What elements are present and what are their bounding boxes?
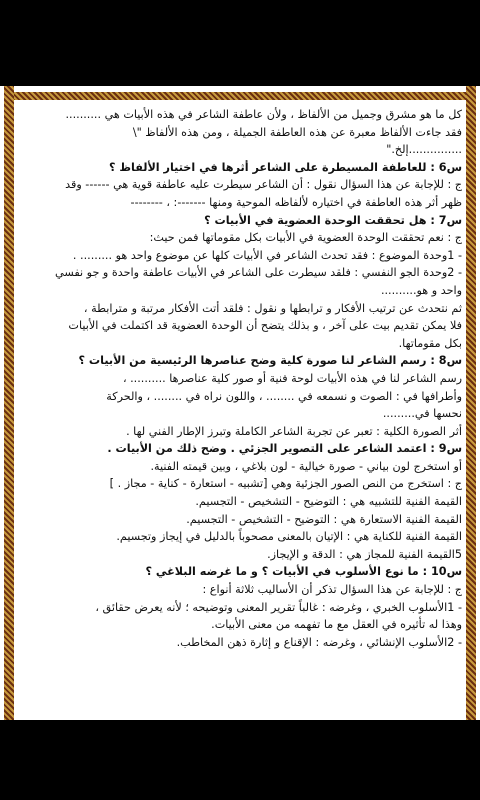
text-line: رسم الشاعر لنا في هذه الأبيات لوحة فنية أو صور كلية عناصرها .......... ، xyxy=(122,371,462,385)
text-line: فقد جاءت الألفاظ معبرة عن هذه العاطفة الجميلة ، ومن هذه الألفاظ "\ xyxy=(132,125,462,139)
question-line: س8 : رسم الشاعر لنا صورة كلية وضح عناصرها الرئيسية من الأبيات ؟ xyxy=(78,354,462,368)
text-line: - 2وحدة الجو النفسي : فلقد سيطرت على الشاعر في الأبيات عاطفة واحدة و جو نفسي xyxy=(55,266,462,280)
question-line: س7 : هل تحققت الوحدة العضوية في الأبيات ؟ xyxy=(204,213,462,227)
text-line: القيمة الفنية للكناية هي : الإتيان بالمعنى مصحوباً بالدليل في إيجاز وتجسيم. xyxy=(116,530,462,544)
text-line: كل ما هو مشرق وجميل من الألفاظ ، ولأن عاطفة الشاعر في هذه الأبيات هي .......... xyxy=(65,108,462,121)
question-line: س6 : للعاطفة المسيطرة على الشاعر أثرها في اختيار الألفاظ ؟ xyxy=(108,160,462,174)
text-line: أو استخرج لون بياني - صورة خيالية - لون بلاغي ، وبين قيمته الفنية. xyxy=(150,459,462,473)
text-line: ج : استخرج من النص الصور الجزئية وهي [تشبيه - استعارة - كناية - مجاز . ] xyxy=(109,477,462,491)
text-line: واحد و هو.......... xyxy=(380,283,462,297)
text-line: - 2الأسلوب الإنشائي ، وغرضه : الإقناع و إثارة ذهن المخاطب. xyxy=(176,635,462,649)
text-line: أثر الصورة الكلية : تعبر عن تجربة الشاعر الكاملة وتبرز الإطار الفني لها . xyxy=(126,424,462,438)
text-line: وأطرافها في : الصوت و نسمعه في ........ ، واللون نراه في ........ ، والحركة xyxy=(106,389,462,403)
text-line: ظهر أثر هذه العاطفة في اختياره لألفاظه الموحية ومنها -------: ، -------- xyxy=(130,195,462,209)
text-line: - 1وحدة الموضوع : فقد تحدث الشاعر في الأبيات كلها عن موضوع واحد هو ......... . xyxy=(72,248,462,262)
text-line: وهذا له تأثيره في العقل مع ما تفهمه من معنى الأبيات. xyxy=(211,618,462,632)
question-line: س10 : ما نوع الأسلوب في الأبيات ؟ و ما غرضه البلاغي ؟ xyxy=(145,565,462,579)
decorative-border-right xyxy=(466,86,476,720)
document-page xyxy=(0,86,480,720)
text-line: بكل مقوماتها. xyxy=(398,336,462,350)
text-line: ...............إلخ." xyxy=(386,143,462,157)
text-line: 5القيمة الفنية للمجاز هي : الدقة و الإيجاز. xyxy=(267,547,462,561)
text-line: ج : للإجابة عن هذا السؤال نقول : أن الشاعر سيطرت عليه عاطفة قوية هي ------ وقد xyxy=(65,178,462,192)
decorative-border-left xyxy=(4,86,14,720)
question-line: س9 : اعتمد الشاعر على التصوير الجزئي . وضح ذلك من الأبيات . xyxy=(107,442,462,456)
text-line: ج : نعم تحققت الوحدة العضوية في الأبيات بكل مقوماتها فمن حيث: xyxy=(149,231,462,245)
document-text xyxy=(18,106,462,651)
text-line: فلا يمكن تقديم بيت على آخر ، و بذلك يتضح أن الوحدة العضوية قد اكتملت في الأبيات xyxy=(68,319,462,333)
text-line: نحسها في......... xyxy=(382,407,462,421)
text-line: - 1الأسلوب الخبري ، وغرضه : غالباً تقرير المعنى وتوضيحه ؛ لأنه يعرض حقائق ، xyxy=(95,600,462,614)
text-line: ج : للإجابة عن هذا السؤال تذكر أن الأساليب ثلاثة أنواع : xyxy=(202,583,462,597)
text-line: ثم نتحدث عن ترتيب الأفكار و ترابطها و نقول : فلقد أتت الأفكار مرتبة و مترابطة ، xyxy=(83,301,462,315)
text-line: القيمة الفنية للتشبيه هي : التوضيح - التشخيص - التجسيم. xyxy=(195,495,462,509)
text-line: القيمة الفنية الاستعارة هي : التوضيح - التشخيص - التجسيم. xyxy=(186,512,462,526)
decorative-border-top xyxy=(4,92,476,100)
